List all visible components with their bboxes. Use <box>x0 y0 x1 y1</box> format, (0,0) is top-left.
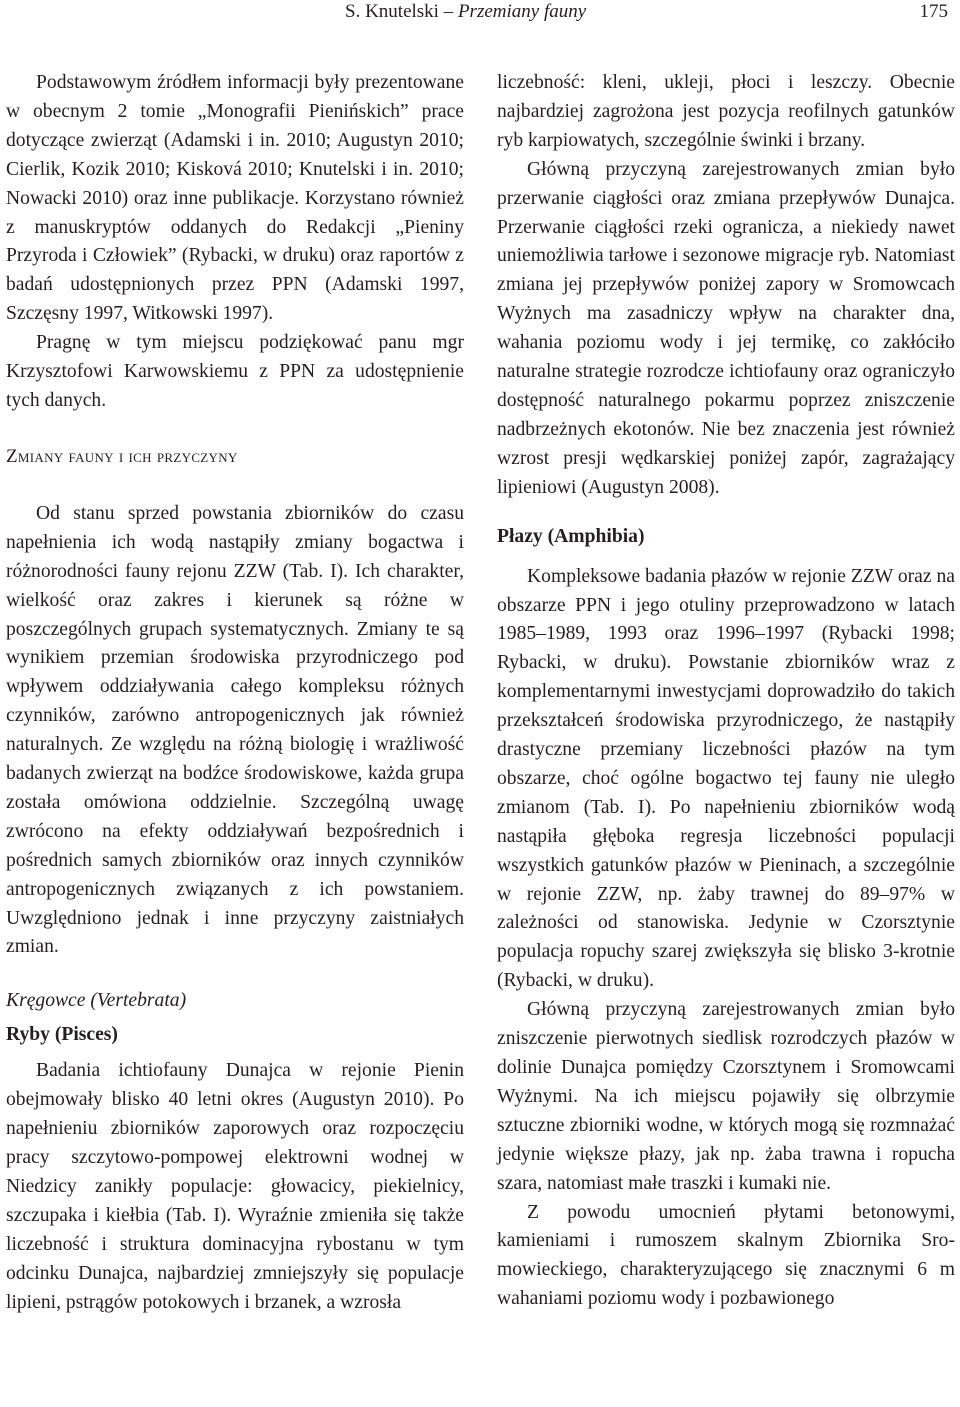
page-number: 175 <box>919 1 948 22</box>
running-head-author: S. Knutelski – <box>345 1 458 22</box>
subheading-pisces: Ryby (Pisces) <box>6 1024 118 1046</box>
running-head-work-title: Przemiany fauny <box>457 1 587 22</box>
paragraph-sources: Podstawowym źródłem informacji były prezentowane w obecnym 2 tomie „Monografii Pienińskich” prace dotyczące zwierząt (Adamski i in. 2010; Augustyn 2010; Cierlik, Kozik 2010; Kisková 2010; Knutelski i in. 2010; Nowacki 2010) oraz inne publikacje. Korzystano również z manuskryptów oddanych do Redakcji „Pieniny Przyroda i Człowiek” (Rybacki, w druku) oraz raportów z badań udostępnionych przez PPN (Adamski 1997, Szczęsny 1997, Witkowski 1997). <box>6 72 464 325</box>
left-column <box>6 69 464 1318</box>
paragraph-changes: Od stanu sprzed powstania zbiorników do czasu napełnienia ich wodą nastąpiły zmiany bogactwa i różnorodności fauny rejonu ZZW (Tab. I). Ich charakter, wielkość oraz zakres i kierunek są różne w poszczególnych grupach systematycznych. Zmiany te są wynikiem przemian środowiska przyrodniczego pod wpływem oddziaływania całego kompleksu różnych czynników, zarówno antropogenicznych jak również naturalnych. Ze względu na różną biologię i wrażliwość badanych zwierząt na bodźce środowiskowe, każda grupa została omówiona oddzielnie. Szczególną uwagę zwrócono na efekty oddziaływań bezpośrednich i pośrednich samych zbiorników oraz innych czynników antropogenicznych związanych z ich powstaniem. Uwzględniono jednak i inne przyczyny zaistniałych zmian. <box>6 502 464 958</box>
subheading-amphibia: Płazy (Amphibia) <box>497 525 645 547</box>
paragraph-fish-causes: Główną przyczyną zarejestrowanych zmian było przerwanie ciągłości oraz zmiana przepływów Dunajca. Przerwanie ciągłości rzeki ogranicza, a niekiedy nawet uniemożliwia tarłowe i sezonowe migracje ryb. Natomiast zmiana jej przepływów poniżej zapory w Sromowcach Wyżnych ma zasadniczy wpływ na charakter dna, wahania poziomu wody i jej termikę, co zakłóciło naturalne strategie rozrodcze ichtiofauny oraz ograniczyło dostępność naturalnego pokarmu poprzez zniszczenie nadbrzeżnych ekotonów. Nie bez znaczenia jest również wzrost presji wędkarskiej poniżej zapór, zagrażający lipieniowi (Augustyn 2008). <box>497 158 955 498</box>
subheading-vertebrata: Kręgowce (Vertebrata) <box>6 990 187 1012</box>
paragraph-reservoir: Z powodu umocnień płytami betonowymi, kamieniami i rumoszem skalnym Zbiornika Sromowieckiego, charakteryzującego się znacznymi 6 m wahaniami poziomu wody i pozbawionego <box>497 1201 955 1310</box>
paragraph-fish-continued: liczebność: kleni, ukleji, płoci i leszczy. Obecnie najbardziej zagrożona jest pozycja reofilnych gatunków ryb karpiowatych, szczególnie świnki i brzany. <box>497 72 955 151</box>
section-heading-changes: Zmiany fauny i ich przyczyny <box>6 445 238 467</box>
paragraph-amphibia-research: Kompleksowe badania płazów w rejonie ZZW oraz na obszarze PPN i jego otuliny przeprowadzono w latach 1985–1989, 1993 oraz 1996–1997 (Rybacki 1998; Rybacki, w druku). Powstanie zbiorników wraz z komplementarnymi inwestycjami doprowadziło do takich przekształceń środowiska przyrodniczego, że nastąpiły drastyczne przemiany liczebności płazów na tym obszarze, choć ogólne bogactwo tej fauny nie uległo zmianom (Tab. I). Po napełnieniu zbiorników wodą nastąpiła głęboka regresja liczebności populacji wszystkich gatunków płazów w Pieninach, a szczególnie w rejonie ZZW, np. żaby trawnej do 89–97% w zależności od stanowiska. Jedynie w Czorsztynie populacja ropuchy szarej zwiększyła się blisko 3-krotnie (Rybacki, w druku). <box>497 565 955 992</box>
paragraph-fish: Badania ichtiofauny Dunajca w rejonie Pienin obejmowały blisko 40 letni okres (Augustyn 2010). Po napełnieniu zbiorników zaporowych oraz rozpoczęciu pracy szczytowo-pompowej elektrowni wodnej w Niedzicy zanikły populacje: głowacicy, piekielnicy, szczupaka i kiełbia (Tab. I). Wyraźnie zmieniła się także liczebność i struktura dominacyjna rybostanu w tym odcinku Dunajca, najbardziej zmniejszyły się populacje lipieni, pstrągów potokowych i brzanek, a wzrosła <box>6 1060 464 1313</box>
paragraph-acknowledgement: Pragnę w tym miejscu podziękować panu mgr Krzysztofowi Karwowskiemu z PPN za udostępnienie tych danych. <box>6 332 464 411</box>
running-head-title <box>345 0 586 24</box>
right-column <box>497 69 955 1314</box>
running-head <box>0 0 960 26</box>
paragraph-amphibia-causes: Główną przyczyną zarejestrowanych zmian było zniszczenie pierwotnych siedlisk rozrodczych płazów w dolinie Dunajca pomiędzy Czorsztynem i Sromowcami Wyżnymi. Na ich miejscu pojawiły się olbrzymie sztuczne zbiorniki wodne, w których mogą się rozmnażać jedynie większe płazy, jak np. żaba trawna i ropucha szara, natomiast małe traszki i kumaki nie. <box>497 999 955 1194</box>
